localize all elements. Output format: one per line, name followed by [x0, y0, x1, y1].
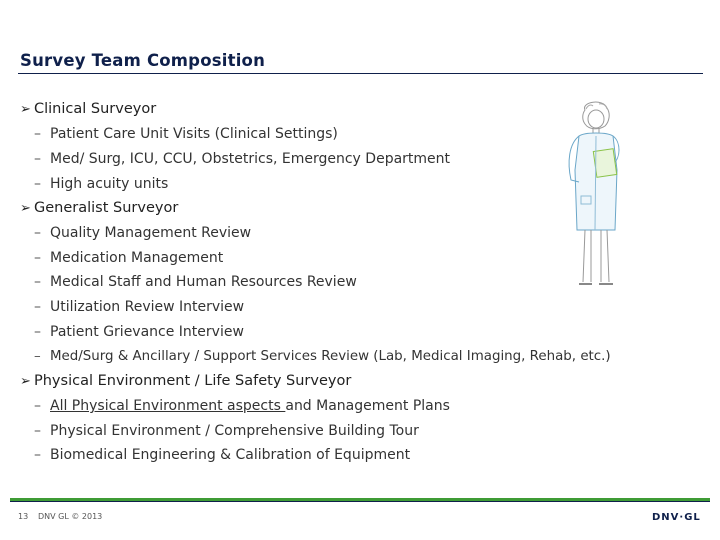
section-physical-environment-surveyor — [20, 373, 351, 389]
section-clinical-surveyor — [20, 101, 156, 117]
dnv-gl-logo: DNV·GL — [652, 512, 701, 523]
section-label: Generalist Surveyor — [34, 200, 179, 216]
copyright-text: DNV GL © 2013 — [38, 512, 103, 521]
list-item: – Physical Environment / Comprehensive Building Tour — [34, 423, 419, 439]
arrow-bullet-icon: ➢ — [20, 374, 31, 389]
title-divider — [18, 73, 703, 74]
list-item: – Patient Grievance Interview — [34, 324, 244, 340]
list-item: – Med/Surg & Ancillary / Support Services Review (Lab, Medical Imaging, Rehab, etc.) — [34, 349, 611, 364]
footer-divider — [10, 501, 710, 502]
arrow-bullet-icon: ➢ — [20, 201, 31, 216]
list-item: – Med/ Surg, ICU, CCU, Obstetrics, Emergency Department — [34, 151, 451, 167]
nurse-illustration — [555, 100, 640, 300]
section-label: Physical Environment / Life Safety Surveyor — [34, 373, 352, 389]
arrow-bullet-icon: ➢ — [20, 102, 31, 117]
list-item: – Medical Staff and Human Resources Review — [34, 274, 357, 290]
list-item: – Patient Care Unit Visits (Clinical Settings) — [34, 126, 338, 142]
page-number: 13 — [18, 512, 29, 521]
page-title: Survey Team Composition — [20, 51, 266, 70]
list-item: – High acuity units — [34, 176, 169, 192]
section-generalist-surveyor — [20, 200, 178, 216]
list-item: – Biomedical Engineering & Calibration of Equipment — [34, 447, 411, 463]
list-item: – Quality Management Review — [34, 225, 252, 241]
list-item: – All Physical Environment aspects and Management Plans — [34, 398, 450, 414]
section-label: Clinical Surveyor — [34, 101, 157, 117]
list-item: – Medication Management — [34, 250, 224, 266]
underlined-text: All Physical Environment aspects — [50, 398, 286, 414]
list-item: – Utilization Review Interview — [34, 299, 245, 315]
